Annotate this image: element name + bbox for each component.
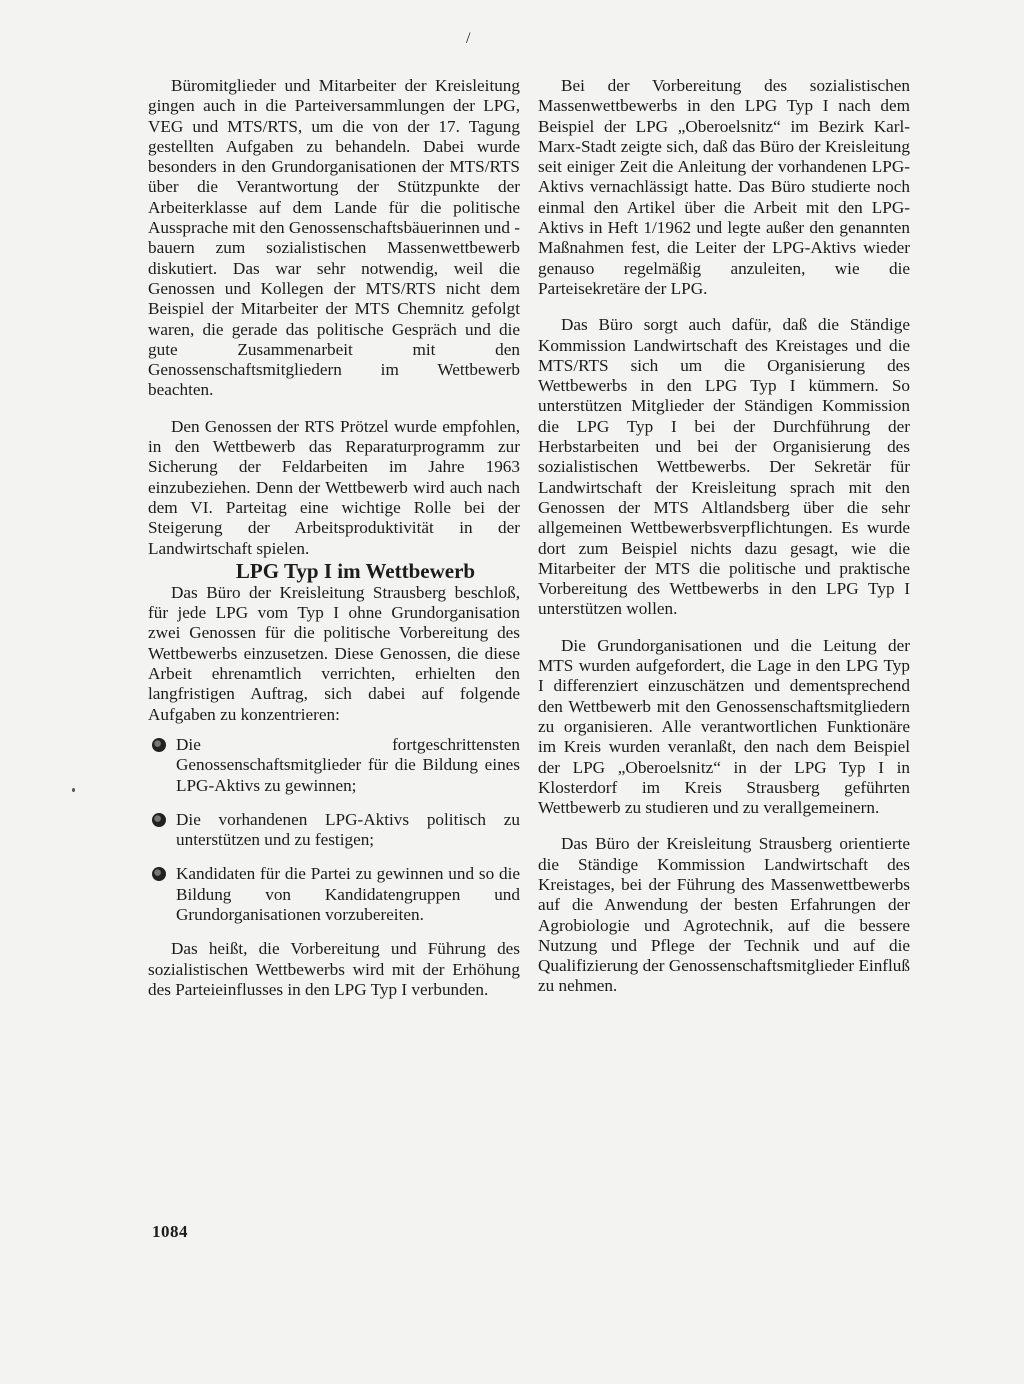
left-paragraph-2: Den Genossen der RTS Prötzel wurde empfohlen, in den Wettbewerb das Reparaturprogramm zur Sicherung der Feldarbeiten im Jahre 1963 einzubeziehen. Denn der Wettbewerb wird auch nach dem VI. Parteitag eine wichtige Rolle bei der Steigerung der Arbeitsproduktivität in der Landwirtschaft spielen. [148, 416, 520, 558]
section-heading: LPG Typ I im Wettbewerb [235, 558, 476, 583]
bullet-icon [152, 738, 166, 752]
print-speck [72, 788, 75, 792]
right-paragraph-1: Bei der Vorbereitung des sozialistischen Massenwettbewerbs in den LPG Typ I nach dem Beispiel der LPG „Oberoelsnitz“ im Bezirk Karl-Marx-Stadt zeigte sich, daß das Büro der Kreisleitung seit einiger Zeit die Anleitung der vorhandenen LPG-Aktivs vernachlässigt hatte. Das Büro studierte noch einmal den Artikel über die Arbeit mit den LPG-Aktivs in Heft 1/1962 und legte außer den genannten Maßnahmen fest, die Leiter der LPG-Aktivs wieder genauso regelmäßig anzuleiten, wie die Parteisekretäre der LPG. [538, 76, 910, 298]
list-item [148, 810, 520, 851]
bullet-icon [152, 867, 166, 881]
page-number: 1084 [152, 1222, 188, 1241]
right-paragraph-4: Das Büro der Kreisleitung Strausberg orientierte die Ständige Kommission Landwirtschaft des Kreistages, bei der Führung des Massenwettbewerbs auf die Anwendung der besten Erfahrungen der Agrobiologie und Agrotechnik, auf die bessere Nutzung und Pflege der Technik und auf die Qualifizierung der Genossenschaftsmitglieder Einfluß zu nehmen. [538, 834, 910, 996]
left-paragraph-3: Das Büro der Kreisleitung Strausberg beschloß, für jede LPG vom Typ I ohne Grundorganisation zwei Genossen für die politische Vorbereitung des Wettbewerbs einzusetzen. Diese Genossen, die diese Arbeit ehrenamtlich verrichten, erhielten den langfristigen Auftrag, sich dabei auf folgende Aufgaben zu konzentrieren: [148, 582, 520, 724]
right-paragraph-3: Die Grundorganisationen und die Leitung der MTS wurden aufgefordert, die Lage in den LPG Typ I differenziert einzuschätzen und dementsprechend den Wettbewerb mit den Genossenschaftsmitgliedern zu organisieren. Alle verantwortlichen Funktionäre im Kreis wurden veranlaßt, den nach dem Beispiel der LPG „Oberoelsnitz“ in der LPG Typ I in Klosterdorf im Kreis Strausberg geführten Wettbewerb zu studieren und zu verallgemeinern. [538, 635, 910, 818]
right-column [538, 76, 910, 997]
left-paragraph-1: Büromitglieder und Mitarbeiter der Kreisleitung gingen auch in die Parteiversammlungen der LPG, VEG und MTS/RTS, um die von der 17. Tagung gestellten Aufgaben zu behandeln. Dabei wurde besonders in den Grundorganisationen der MTS/RTS über die Verantwortung der Stützpunkte der Arbeiterklasse auf dem Lande für die politische Aussprache mit den Genossenschaftsbäuerinnen und -bauern zum sozialistischen Massenwettbewerb diskutiert. Das war sehr notwendig, weil die Genossen und Kollegen der MTS/RTS nicht dem Beispiel der Mitarbeiter der MTS Chemnitz gefolgt waren, die gerade das politische Gespräch und die gute Zusammenarbeit mit den Genossenschaftsmitgliedern im Wettbewerb beachten. [148, 76, 520, 400]
list-item-text: Die fortgeschrittensten Genossenschaftsmitglieder für die Bildung eines LPG-Aktivs zu gewinnen; [176, 734, 520, 795]
list-item-text: Die vorhandenen LPG-Aktivs politisch zu unterstützen und zu festigen; [176, 809, 520, 850]
right-paragraph-2: Das Büro sorgt auch dafür, daß die Ständige Kommission Landwirtschaft des Kreistages und die MTS/RTS sich um die Organisierung des Wettbewerbs in den LPG Typ I kümmern. So unterstützen Mitglieder der Ständigen Kommission die LPG Typ I bei der Durchführung der Herbstarbeiten und bei der Organisierung des sozialistischen Wettbewerbs. Der Sekretär für Landwirtschaft der Kreisleitung sprach mit den Genossen der MTS Altlandsberg über die sehr allgemeinen Wettbewerbsverpflichtungen. Es wurde dort zum Beispiel nichts dazu gesagt, wie die Mitarbeiter der MTS die politische und praktische Vorbereitung des Wettbewerbs in den LPG Typ I unterstützen wollen. [538, 315, 910, 619]
list-item-text: Kandidaten für die Partei zu gewinnen und so die Bildung von Kandidatengruppen und Grundorganisationen vorzubereiten. [176, 864, 520, 924]
task-list [148, 735, 520, 925]
list-item [148, 864, 520, 925]
bullet-icon [152, 813, 166, 827]
list-item [148, 735, 520, 796]
left-column [148, 76, 520, 1000]
top-mark: / [466, 30, 471, 47]
left-paragraph-4: Das heißt, die Vorbereitung und Führung des sozialistischen Wettbewerbs wird mit der Erhöhung des Parteieinflusses in den LPG Typ I verbunden. [148, 939, 520, 999]
